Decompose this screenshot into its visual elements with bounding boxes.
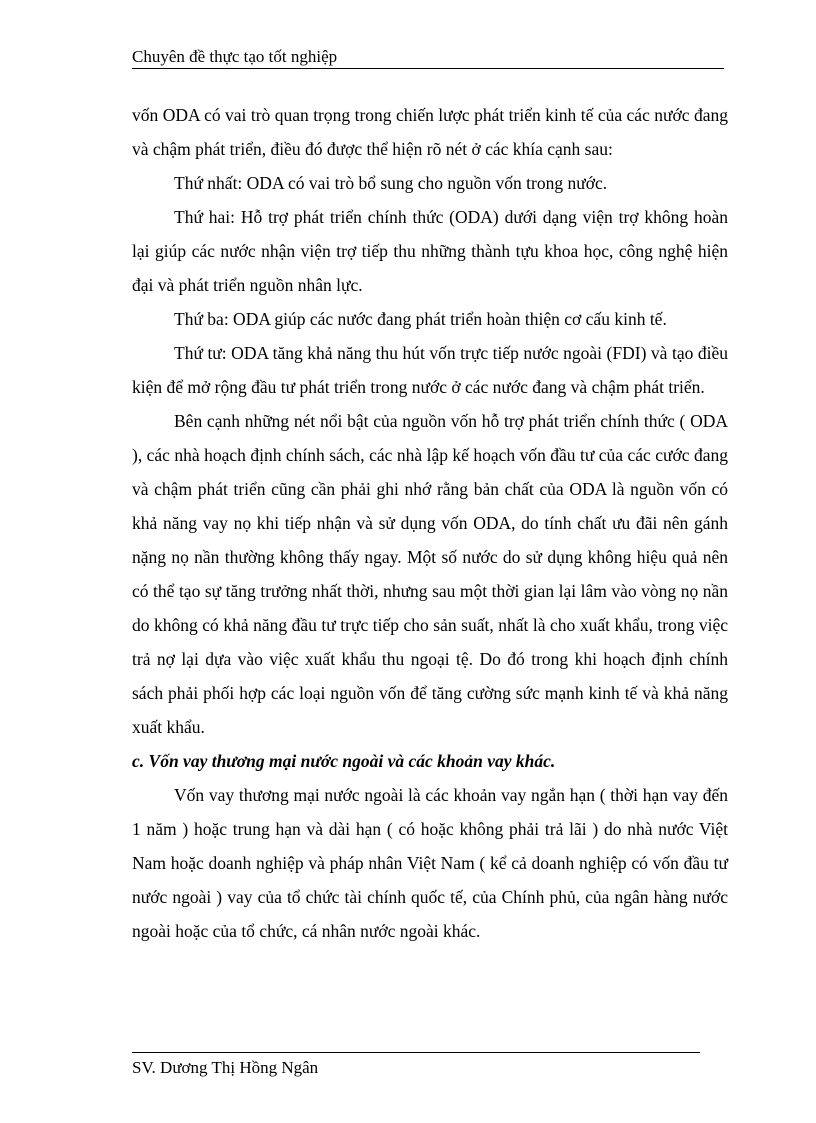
paragraph-second-role: Thứ hai: Hỗ trợ phát triển chính thức (ODA) dưới dạng viện trợ không hoàn lại giúp các nước nhận viện trợ tiếp thu những thành tựu khoa học, công nghệ hiện đại và phát triển nguồn nhân lực.: [132, 207, 728, 295]
paragraph-commercial-loans: Vốn vay thương mại nước ngoài là các khoản vay ngắn hạn ( thời hạn vay đến 1 năm ) hoặc trung hạn và dài hạn ( có hoặc không phải trả lãi ) do nhà nước Việt Nam hoặc doanh nghiệp và pháp nhân Việt Nam ( kể cả doanh nghiệp có vốn đầu tư nước ngoài ) vay của tổ chức tài chính quốc tế, của Chính phủ, của ngân hàng nước ngoài hoặc của tổ chức, cá nhân nước ngoài khác.: [132, 785, 728, 941]
section-heading: c. Vốn vay thương mại nước ngoài và các khoản vay khác.: [132, 751, 556, 771]
paragraph-fourth-role: Thứ tư: ODA tăng khả năng thu hút vốn trực tiếp nước ngoài (FDI) và tạo điều kiện để mở rộng đầu tư phát triển trong nước ở các nước đang và chậm phát triển.: [132, 343, 728, 397]
document-body: [132, 98, 728, 948]
page-header: Chuyên đề thực tạo tốt nghiệp: [132, 46, 724, 69]
paragraph-third-role: Thứ ba: ODA giúp các nước đang phát triển hoàn thiện cơ cấu kinh tế.: [174, 309, 667, 329]
paragraph-first-role: Thứ nhất: ODA có vai trò bổ sung cho nguồn vốn trong nước.: [174, 173, 608, 193]
footer-divider: [132, 1052, 700, 1053]
paragraph-oda-caution: Bên cạnh những nét nổi bật của nguồn vốn hỗ trợ phát triển chính thức ( ODA ), các nhà hoạch định chính sách, các nhà lập kế hoạch vốn đầu tư của các cước đang và chậm phát triển cũng cần phải ghi nhớ rằng bản chất của ODA là nguồn vốn có khả năng vay nọ khi tiếp nhận và sử dụng vốn ODA, do tính chất ưu đãi nên gánh nặng nọ nần thường không thấy ngay. Một số nước do sử dụng không hiệu quả nên có thể tạo sự tăng trưởng nhất thời, nhưng sau một thời gian lại lâm vào vòng nọ nần do không có khả năng đầu tư trực tiếp cho sản suất, nhất là cho xuất khẩu, trong việc trả nợ lại dựa vào việc xuất khẩu thu ngoại tệ. Do đó trong khi hoạch định chính sách phải phối hợp các loại nguồn vốn để tăng cường sức mạnh kinh tế và khả năng xuất khẩu.: [132, 411, 728, 737]
paragraph-intro: vốn ODA có vai trò quan trọng trong chiến lược phát triển kinh tế của các nước đang và chậm phát triển, điều đó được thể hiện rõ nét ở các khía cạnh sau:: [132, 105, 728, 159]
page-footer: SV. Dương Thị Hồng Ngân: [132, 1058, 319, 1077]
